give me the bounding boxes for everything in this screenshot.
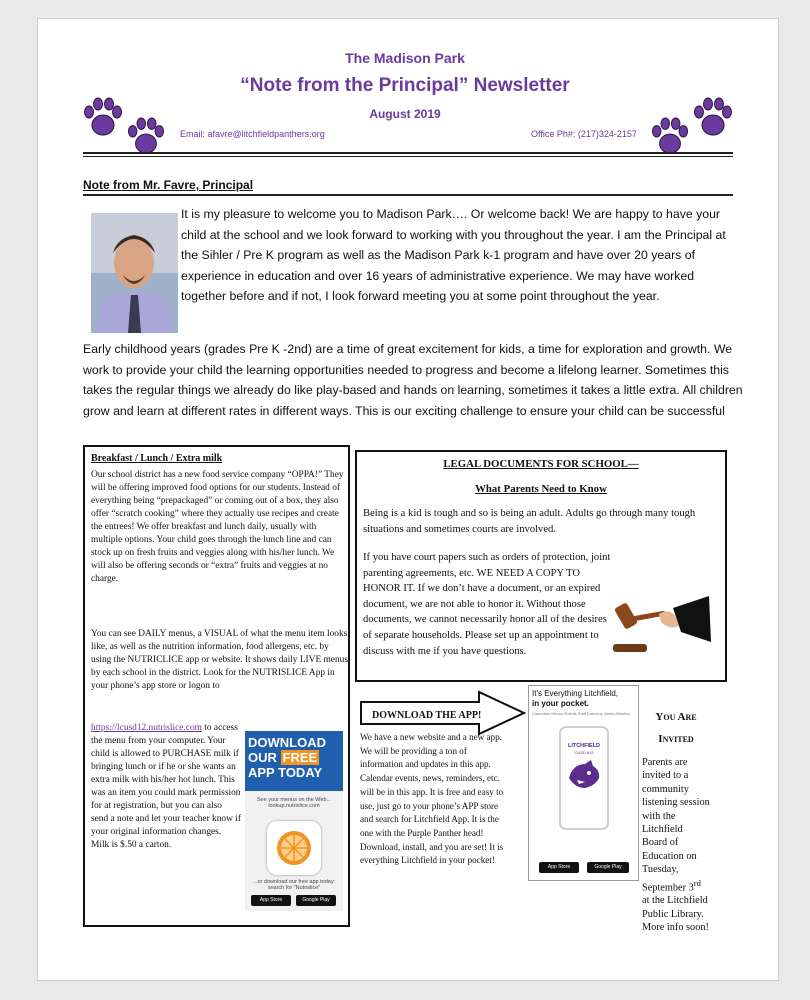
- legal-subtitle: What Parents Need to Know: [475, 483, 607, 495]
- invite-body-b: at the Litchfield Public Library. More info soon!: [642, 895, 709, 934]
- invitation-section: [642, 706, 710, 935]
- ad-line3: APP TODAY: [248, 765, 323, 780]
- breakfast-lunch-box: [83, 445, 350, 927]
- app-store-badge[interactable]: App Store: [251, 895, 291, 906]
- invite-heading-2: Invited: [658, 733, 694, 745]
- litchfield-app-image: [528, 685, 639, 881]
- legal-paragraph-2: If you have court papers such as orders of protection, joint parenting agreements, etc. WE NEED A COPY TO HONOR IT. If we don’t have a document, or an expired document, we are not able to honor it. Without those documents, we cannot necessarily honor all of the desires of separate households. Please set up an appointment to discuss with me if you have questions.: [363, 552, 611, 657]
- invite-date-suffix: rd: [693, 877, 701, 888]
- header-divider: [83, 152, 733, 154]
- invite-body-a: Parents are invited to a community listening session with the Litchfield Board of Education on Tuesday, September 3: [642, 757, 710, 894]
- menu-paragraph: You can see DAILY menus, a VISUAL of what the menu item looks like, as well as the nutrition information, food allergens, etc. by using the NUTRICLICE app or website. It shows daily LIVE menus by each school in the district. Look for the NUTRISLICE App in your phone’s app store or logon to: [91, 629, 348, 691]
- paw-print-icon: [83, 97, 123, 139]
- legal-paragraph-1: Being is a kid is tough and so is being an adult. Adults go through many tough situations and sometimes courts are involved.: [363, 508, 696, 535]
- phone-mockup: [559, 726, 609, 830]
- intro-paragraph: [181, 204, 741, 307]
- ad-free: FREE: [282, 750, 318, 765]
- app-store-badge[interactable]: App Store: [539, 862, 579, 873]
- milk-paragraph: [91, 722, 241, 852]
- nutrislice-link[interactable]: https://lcusd12.nutrislice.com: [91, 723, 202, 733]
- intro-text: It is my pleasure to welcome you to Madison Park…. Or welcome back! We are happy to have your child at the school and we look forward to working with you throughout the year. I am the Principal at the Sihler / Pre K program as well as the Madison Park k-1 program and have over 20 years of experience in education and over 16 years of administrative experience. We may have worked together before and if not, I look forward meeting you at some point throughout the year.: [181, 207, 726, 303]
- section-title: Note from Mr. Favre, Principal: [83, 178, 254, 192]
- google-play-badge[interactable]: Google Play: [587, 862, 629, 873]
- phone-school-name: LITCHFIELD: [567, 743, 601, 749]
- google-play-badge[interactable]: Google Play: [296, 895, 336, 906]
- invite-text: [642, 756, 710, 935]
- invite-heading-1: You Are: [655, 711, 697, 723]
- header-divider: [83, 156, 733, 157]
- gavel-icon: [609, 592, 713, 660]
- office-phone: Office Ph#: (217)324-2157: [531, 129, 637, 139]
- milk-text: to access the menu from your computer. Your child is allowed to PURCHASE milk if bringing lunch or if he or she wants an extra milk with his/her hot lunch. This was an item you could mark permission for at registration, but you can also send a note and let your teacher know if your original information changes. Milk is $.50 a carton.: [91, 723, 241, 850]
- nutrislice-ad: [245, 731, 343, 911]
- download-app-heading: DOWNLOAD THE APP!: [372, 710, 482, 721]
- childhood-paragraph: Early childhood years (grades Pre K -2nd) are a time of great excitement for kids, a time for exploration and growth. We work to provide your child the learning opportunities needed to progress and become a lifelong learner. Sometimes this takes the regular things we already do like play-based and hands on learning, sometimes it takes a little extra. All children grow and learn at different rates in different ways. This is our exciting challenge to ensure your child can be successful: [83, 342, 743, 418]
- ad-web-text: See your menus on the Web... lookup.nutrislice.com: [256, 797, 332, 809]
- email-contact: Email: afavre@litchfieldpanthers.org: [180, 129, 325, 139]
- breakfast-title: Breakfast / Lunch / Extra milk: [91, 453, 223, 464]
- app-image-title-2: in your pocket.: [532, 699, 589, 708]
- ad-app-text: ...or download our free app today: search for "Nutrislice": [252, 879, 336, 891]
- principal-photo: [91, 213, 178, 333]
- paw-print-icon: [127, 117, 165, 157]
- legal-title: LEGAL DOCUMENTS FOR SCHOOL—: [443, 458, 639, 470]
- app-paragraph: We have a new website and a new app. We will be providing a ton of information and updates in this app. Calendar events, news, reminders, etc. will be in this app. It is free and easy to use, just go to your phone’s APP store and search for Litchfield App. It is the one with the Purple Panther head! Download, install, and you are set! It is everything Litchfield in your pocket!: [360, 732, 504, 866]
- paw-print-icon: [651, 117, 689, 157]
- paw-print-icon: [693, 97, 733, 139]
- legal-documents-box: [355, 450, 727, 682]
- ad-line2: OUR: [248, 750, 281, 765]
- breakfast-paragraph: Our school district has a new food service company “OPPA!” They will be offering improved food options for our students. Instead of everything being “prepackaged” or coming out of a box, they also offer “scratch cooking” where they actually use recipes and create the entrees! We offer breakfast and lunch daily, usually with multiple options. Your child goes through the lunch line and can stock up on fresh fruits and veggies along with his/her lunch. We will also be offering seconds or “extra” fruits and veggies at no charge.: [91, 470, 344, 584]
- ad-line1: DOWNLOAD: [248, 735, 326, 750]
- orange-slice-icon: [267, 821, 321, 875]
- newsletter-title: “Note from the Principal” Newsletter: [240, 75, 570, 96]
- school-name: The Madison Park: [345, 50, 465, 66]
- app-image-title: [532, 689, 618, 709]
- app-image-title-1: It's Everything Litchfield,: [532, 689, 619, 698]
- nutrislice-app-icon: [267, 821, 321, 875]
- newsletter-date: August 2019: [369, 107, 441, 121]
- section-divider: [83, 194, 733, 196]
- ad-banner: [245, 731, 343, 791]
- panther-logo-icon: [567, 760, 601, 790]
- app-image-subtitle: Calendars Menus Events Staff Directory Alerts Athletics: [532, 711, 631, 716]
- phone-district: CUSD #12: [574, 750, 594, 755]
